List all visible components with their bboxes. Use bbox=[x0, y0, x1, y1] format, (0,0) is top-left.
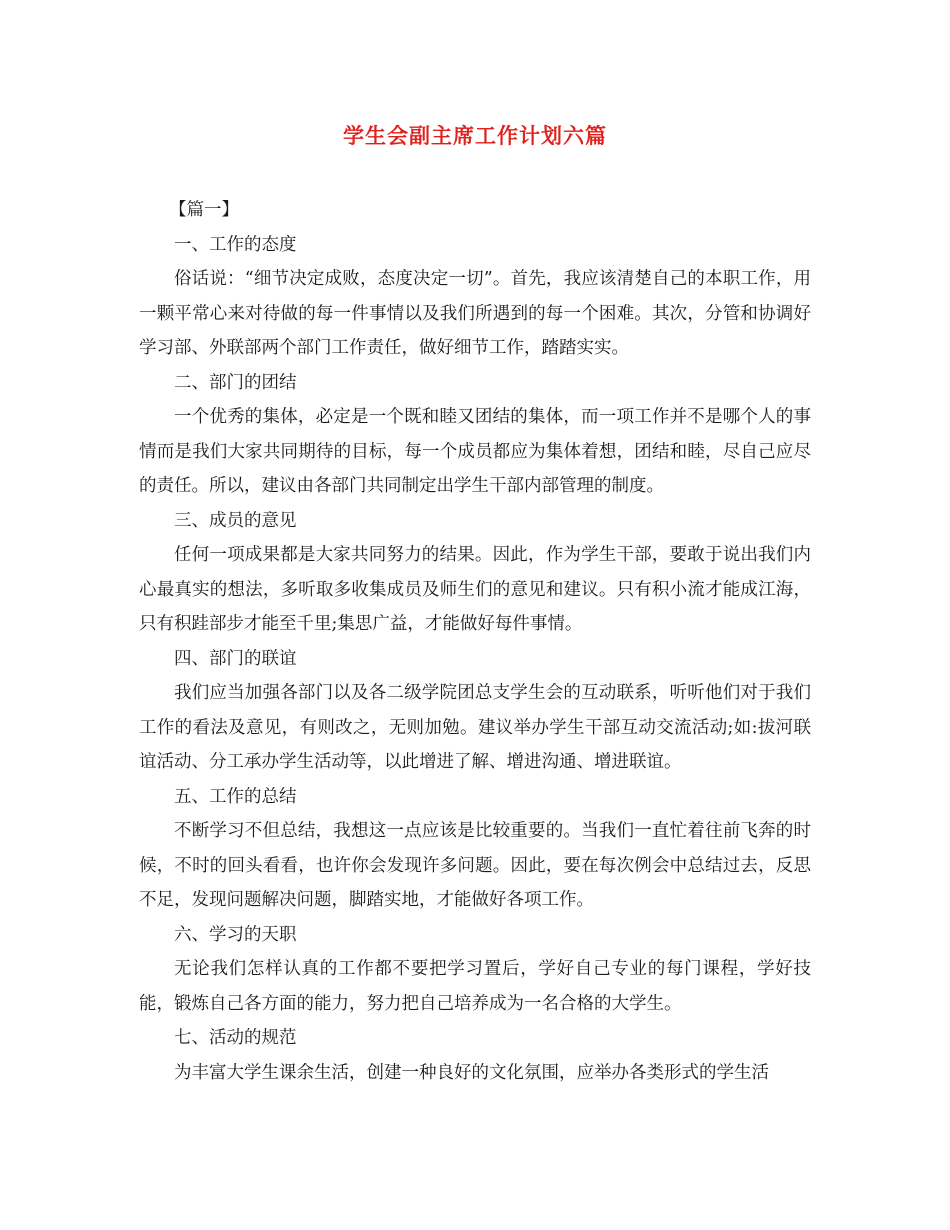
paragraph: 为丰富大学生课余生活，创建一种良好的文化氛围，应举办各类形式的学生活 bbox=[174, 1062, 769, 1083]
subheading: 四、部门的联谊 bbox=[174, 648, 297, 669]
section-label: 【篇一】 bbox=[169, 200, 239, 220]
paragraph: 我们应当加强各部门以及各二级学院团总支学生会的互动联系，听听他们对于我们工作的看法及意见，有则改之，无则加勉。建议举办学生干部互动交流活动;如:拔河联谊活动、分工承办学生活动等，以此增进了解、增进沟通、增进联谊。 bbox=[139, 683, 811, 772]
subheading: 三、成员的意见 bbox=[174, 510, 297, 531]
document-title: 学生会副主席工作计划六篇 bbox=[343, 123, 607, 148]
subheading: 二、部门的团结 bbox=[174, 372, 297, 393]
paragraph: 一个优秀的集体，必定是一个既和睦又团结的集体，而一项工作并不是哪个人的事情而是我们大家共同期待的目标，每一个成员都应为集体着想，团结和睦，尽自己应尽的责任。所以，建议由各部门共同制定出学生干部内部管理的制度。 bbox=[139, 407, 811, 496]
paragraph: 任何一项成果都是大家共同努力的结果。因此，作为学生干部，要敢于说出我们内心最真实的想法，多听取多收集成员及师生们的意见和建议。只有积小流才能成江海，只有积跬部步才能至千里;集思广益，才能做好每件事情。 bbox=[139, 545, 811, 634]
subheading: 一、工作的态度 bbox=[174, 234, 297, 255]
paragraph: 无论我们怎样认真的工作都不要把学习置后，学好自己专业的每门课程，学好技能，锻炼自己各方面的能力，努力把自己培养成为一名合格的大学生。 bbox=[139, 959, 811, 1014]
subheading: 五、工作的总结 bbox=[174, 786, 297, 807]
subheading: 七、活动的规范 bbox=[174, 1028, 297, 1048]
paragraph: 不断学习不但总结，我想这一点应该是比较重要的。当我们一直忙着往前飞奔的时候，不时的回头看看，也许你会发现许多问题。因此，要在每次例会中总结过去，反思不足，发现问题解决问题，脚踏实地，才能做好各项工作。 bbox=[139, 821, 811, 910]
document-body bbox=[139, 193, 811, 1090]
subheading: 六、学习的天职 bbox=[174, 924, 297, 945]
paragraph: 俗话说：“细节决定成败，态度决定一切”。首先，我应该清楚自己的本职工作，用一颗平常心来对待做的每一件事情以及我们所遇到的每一个困难。其次，分管和协调好学习部、外联部两个部门工作责任，做好细节工作，踏踏实实。 bbox=[139, 269, 811, 358]
